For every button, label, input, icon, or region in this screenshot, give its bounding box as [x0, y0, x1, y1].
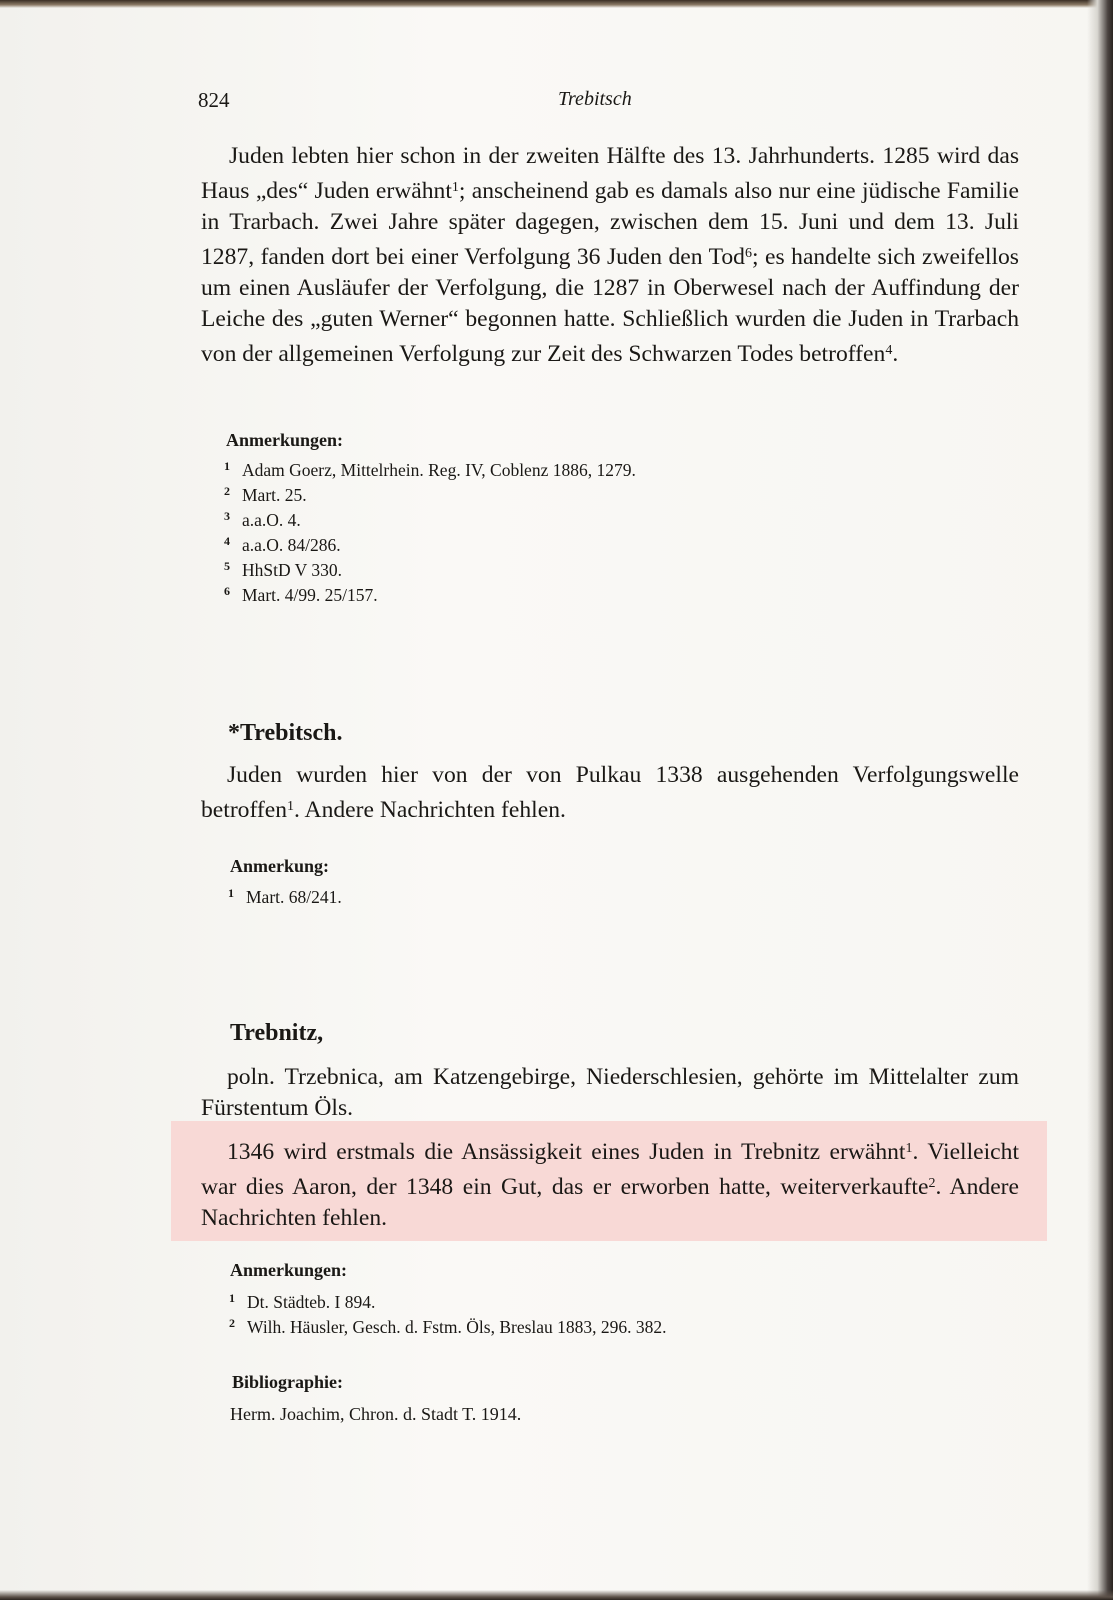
notes-list: [224, 458, 636, 608]
note-item: 5 HhStD V 330.: [224, 559, 343, 580]
notes-list: [228, 885, 342, 910]
footnote-ref: 2: [928, 1176, 936, 1191]
note-item: 1 Dt. Städteb. I 894.: [229, 1291, 376, 1312]
page-number: 824: [198, 88, 230, 112]
page-edge-top: [0, 0, 1113, 8]
note-item: 6 Mart. 4/99. 25/157.: [224, 584, 378, 605]
note-item: 3 a.a.O. 4.: [224, 509, 301, 530]
section3-intro: poln. Trzebnica, am Katzengebirge, Niederschlesien, gehörte im Mittelalter zum Fürstentum Öls.: [201, 1064, 1019, 1121]
notes-heading: Anmerkungen:: [226, 430, 344, 450]
entry-heading-trebnitz: Trebnitz,: [230, 1020, 324, 1046]
notes-heading: Anmerkungen:: [230, 1260, 348, 1280]
page-edge-right: [1087, 0, 1113, 1600]
running-head-title: Trebitsch: [558, 88, 632, 110]
notes-list: [229, 1290, 667, 1340]
footnote-ref: 1: [287, 799, 295, 814]
note-item: 4 a.a.O. 84/286.: [224, 534, 341, 555]
page-edge-bottom: [0, 1590, 1113, 1600]
note-item: 1 Adam Goerz, Mittelrhein. Reg. IV, Coblenz 1886, 1279.: [224, 459, 636, 480]
section2-paragraph: Juden wurden hier von der von Pulkau 1338 ausgehenden Verfolgungswelle betroffen$^1$. Andere Nachrichten fehlen.: [201, 762, 1019, 823]
footnote-ref: 4: [885, 343, 893, 358]
running-head: [198, 88, 1018, 118]
section3-paragraph: 1346 wird erstmals die Ansässigkeit eines Juden in Trebnitz erwähnt$^1$. Vielleicht war dies Aaron, der 1348 ein Gut, das er erworben hatte, weiterverkaufte$^2$. Andere Nachrichten fehlen.: [201, 1139, 1020, 1231]
bibliography-heading: Bibliographie:: [232, 1372, 344, 1392]
note-item: 2 Wilh. Häusler, Gesch. d. Fstm. Öls, Breslau 1883, 296. 382.: [229, 1316, 667, 1337]
note-item: 1 Mart. 68/241.: [228, 886, 342, 907]
entry-heading-trebitsch: *Trebitsch.: [228, 720, 343, 746]
footnote-ref: 1: [905, 1141, 913, 1156]
notes-heading: Anmerkung:: [230, 856, 330, 876]
note-item: 2 Mart. 25.: [224, 484, 307, 505]
bibliography-entry: Herm. Joachim, Chron. d. Stadt T. 1914.: [230, 1404, 522, 1424]
footnote-ref: 1: [451, 180, 459, 195]
section1-paragraph: Juden lebten hier schon in der zweiten Hälfte des 13. Jahrhunderts. 1285 wird das Haus „des“ Juden erwähnt$^1$; anscheinend gab es damals also nur eine jüdische Familie in Trarbach. Zwei Jahre später dagegen, zwischen dem 15. Juni und dem 13. Juli 1287, fanden dort bei einer Verfolgung 36 Juden den Tod$^6$; es handelte sich zweifellos um einen Ausläufer der Verfolgung, die 1287 in Oberwesel nach der Auffindung der Leiche des „guten Werner“ begonnen hatte. Schließlich wurden die Juden in Trarbach von der allgemeinen Verfolgung zur Zeit des Schwarzen Todes betroffen$^4$.: [201, 143, 1019, 367]
footnote-ref: 6: [744, 246, 752, 261]
